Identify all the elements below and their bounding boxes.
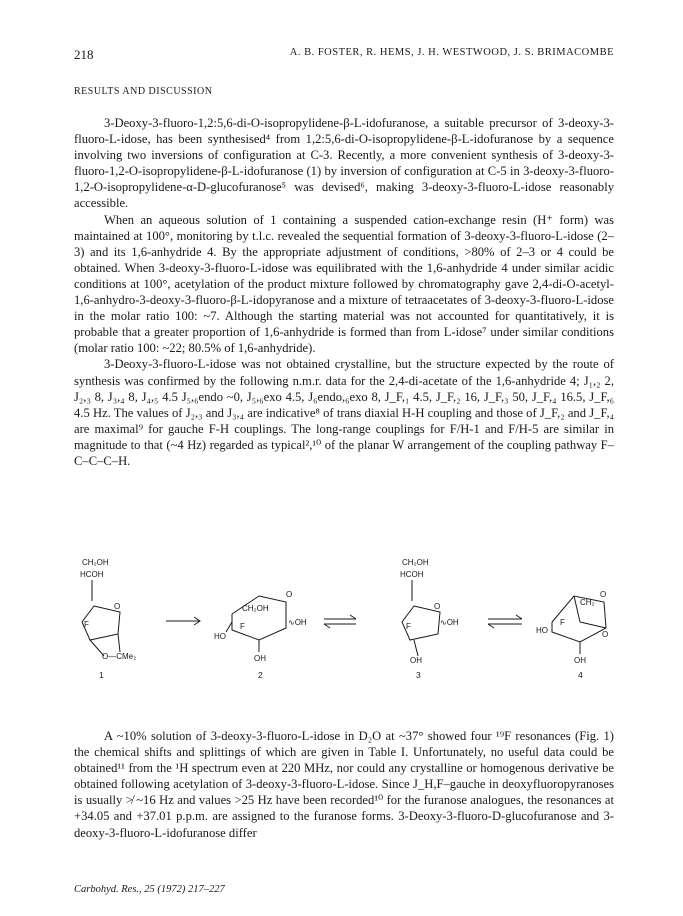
label-ring-oxygen: O xyxy=(434,602,441,611)
label-ring-oxygen: O xyxy=(114,602,121,611)
label-ring-oxygen: O xyxy=(286,590,293,599)
paragraph: 3-Deoxy-3-fluoro-1,2:5,6-di-O-isopropylidene-β-L-idofuranose, a suitable precursor of 3-deoxy-3-fluoro-L-idose, has been synthesised⁴ from 1,2:5,6-di-O-isopropylidene-β-L-idofuranose by a sequence involving two inversions of configuration at C-3. Recently, a more convenient synthesis of 3-deoxy-3-fluoro-1,2-O-isopropylidene-β-L-idofuranose (1) by inversion of configuration at C-5 in 3-deoxy-3-fluoro-1,2-O-isopropylidene-α-D-glucofuranose⁵ was devised⁶, making 3-deoxy-3-fluoro-L-idose reasonably accessible. xyxy=(74,116,614,211)
section-heading: RESULTS AND DISCUSSION xyxy=(74,86,213,97)
scheme-drawing xyxy=(74,556,614,686)
label-hydroxyl: HO xyxy=(214,632,226,641)
label-hydroxyl: HO xyxy=(536,626,548,635)
page-number: 218 xyxy=(74,47,94,62)
label-fluorine: F xyxy=(560,618,565,627)
compound-number: 3 xyxy=(416,670,421,680)
label-ring-oxygen: O xyxy=(600,590,607,599)
paragraph: A ~10% solution of 3-deoxy-3-fluoro-L-idose in D₂O at ~37° showed four ¹⁹F resonances (Fig. 1) the chemical shifts and splittings of which are given in Table I. Unfortunately, no useful data could be obtained¹¹ from the ¹H spectrum even at 220 MHz, nor could any crystalline or homogenous derivative be obtained following acetylation of 3-deoxy-3-fluoro-L-idose. Since J_H,F–gauche in deoxyfluoropyranoses is usually ≯ ~16 Hz and values >25 Hz have been recorded¹⁰ for the furanose analogues, the resonances at +34.05 and +37.01 p.p.m. are assigned to the furanose forms. 3-Deoxy-3-fluoro-D-glucofuranose and 3-deoxy-3-fluoro-L-idofuranose differ xyxy=(74,729,614,840)
label-hydroxyl: OH xyxy=(574,656,586,665)
label-ch2: CH₂ xyxy=(580,598,595,607)
reaction-scheme xyxy=(74,556,614,686)
label-ch2oh: CH₂OH xyxy=(402,558,429,567)
label-hydroxyl: ∿OH xyxy=(440,618,459,627)
compound-number: 1 xyxy=(99,670,104,680)
label-hydroxyl: ∿OH xyxy=(288,618,307,627)
label-ch2oh: CH₂OH xyxy=(242,604,269,613)
label-fluorine: F xyxy=(84,620,89,629)
label-fluorine: F xyxy=(240,622,245,631)
label-hydroxyl: OH xyxy=(410,656,422,665)
compound-number: 4 xyxy=(578,670,583,680)
body-text-bottom xyxy=(74,728,614,841)
label-hcoh: HCOH xyxy=(400,570,424,579)
paragraph: When an aqueous solution of 1 containing a suspended cation-exchange resin (H⁺ form) was maintained at 100°, monitoring by t.l.c. revealed the sequential formation of 3-deoxy-3-fluoro-L-idose (2–3) and its 1,6-anhydride 4. By the appropriate adjustment of conditions, >80% of 2–3 or 4 could be obtained. When 3-deoxy-3-fluoro-L-idose was equilibrated with the 1,6-anhydride 4 under similar acidic conditions at 100°, acetylation of the product mixture followed by chromatography gave 2,4-di-O-acetyl-1,6-anhydro-3-deoxy-3-fluoro-β-L-idopyranose and a mixture of tetraacetates of 3-deoxy-3-fluoro-L-idose in the molar ratio 100: ~7. Although the starting material was not accounted for quantitatively, it is probable that a greater proportion of 1,6-anhydride is formed than from L-idose⁷ under similar conditions (molar ratio 100: ~22; 80.5% of 1,6-anhydride). xyxy=(74,212,614,356)
paragraph: 3-Deoxy-3-fluoro-L-idose was not obtained crystalline, but the structure expected by the route of synthesis was confirmed by the following n.m.r. data for the 2,4-di-acetate of the 1,6-anhydride 4; J₁,₂ 2, J₂,₃ 8, J₃,₄ 8, J₄,₅ 4.5 J₅,₆endo ~0, J₅,₆exo 4.5, J₆endo,₆exo 8, J_F,₁ 4.5, J_F,₂ 16, J_F,₃ 50, J_F,₄ 16.5, J_F,₆ 4.5 Hz. The values of J₂,₃ and J₃,₄ are indicative⁸ of trans diaxial H-H coupling and those of J_F,₂ and J_F,₄ are maximal⁹ for gauche F-H couplings. The long-range couplings for F/H-1 and F/H-5 are similar in magnitude to that (~4 Hz) regarded as typical²,¹⁰ of the planar W arrangement of the coupling pathway F–C–C–C–H. xyxy=(74,357,614,468)
page-header xyxy=(74,47,614,63)
label-hydroxyl: OH xyxy=(254,654,266,663)
label-ch2oh: CH₂OH xyxy=(82,558,109,567)
label-hcoh: HCOH xyxy=(80,570,104,579)
label-isopropylidene: O—CMe₂ xyxy=(102,652,137,661)
journal-footer: Carbohyd. Res., 25 (1972) 217–227 xyxy=(74,884,225,895)
label-bridge-oxygen: O xyxy=(602,630,609,639)
running-head-authors: A. B. FOSTER, R. HEMS, J. H. WESTWOOD, J. S. BRIMACOMBE xyxy=(289,47,614,58)
label-fluorine: F xyxy=(406,622,411,631)
compound-number: 2 xyxy=(258,670,263,680)
body-text-top xyxy=(74,115,614,469)
